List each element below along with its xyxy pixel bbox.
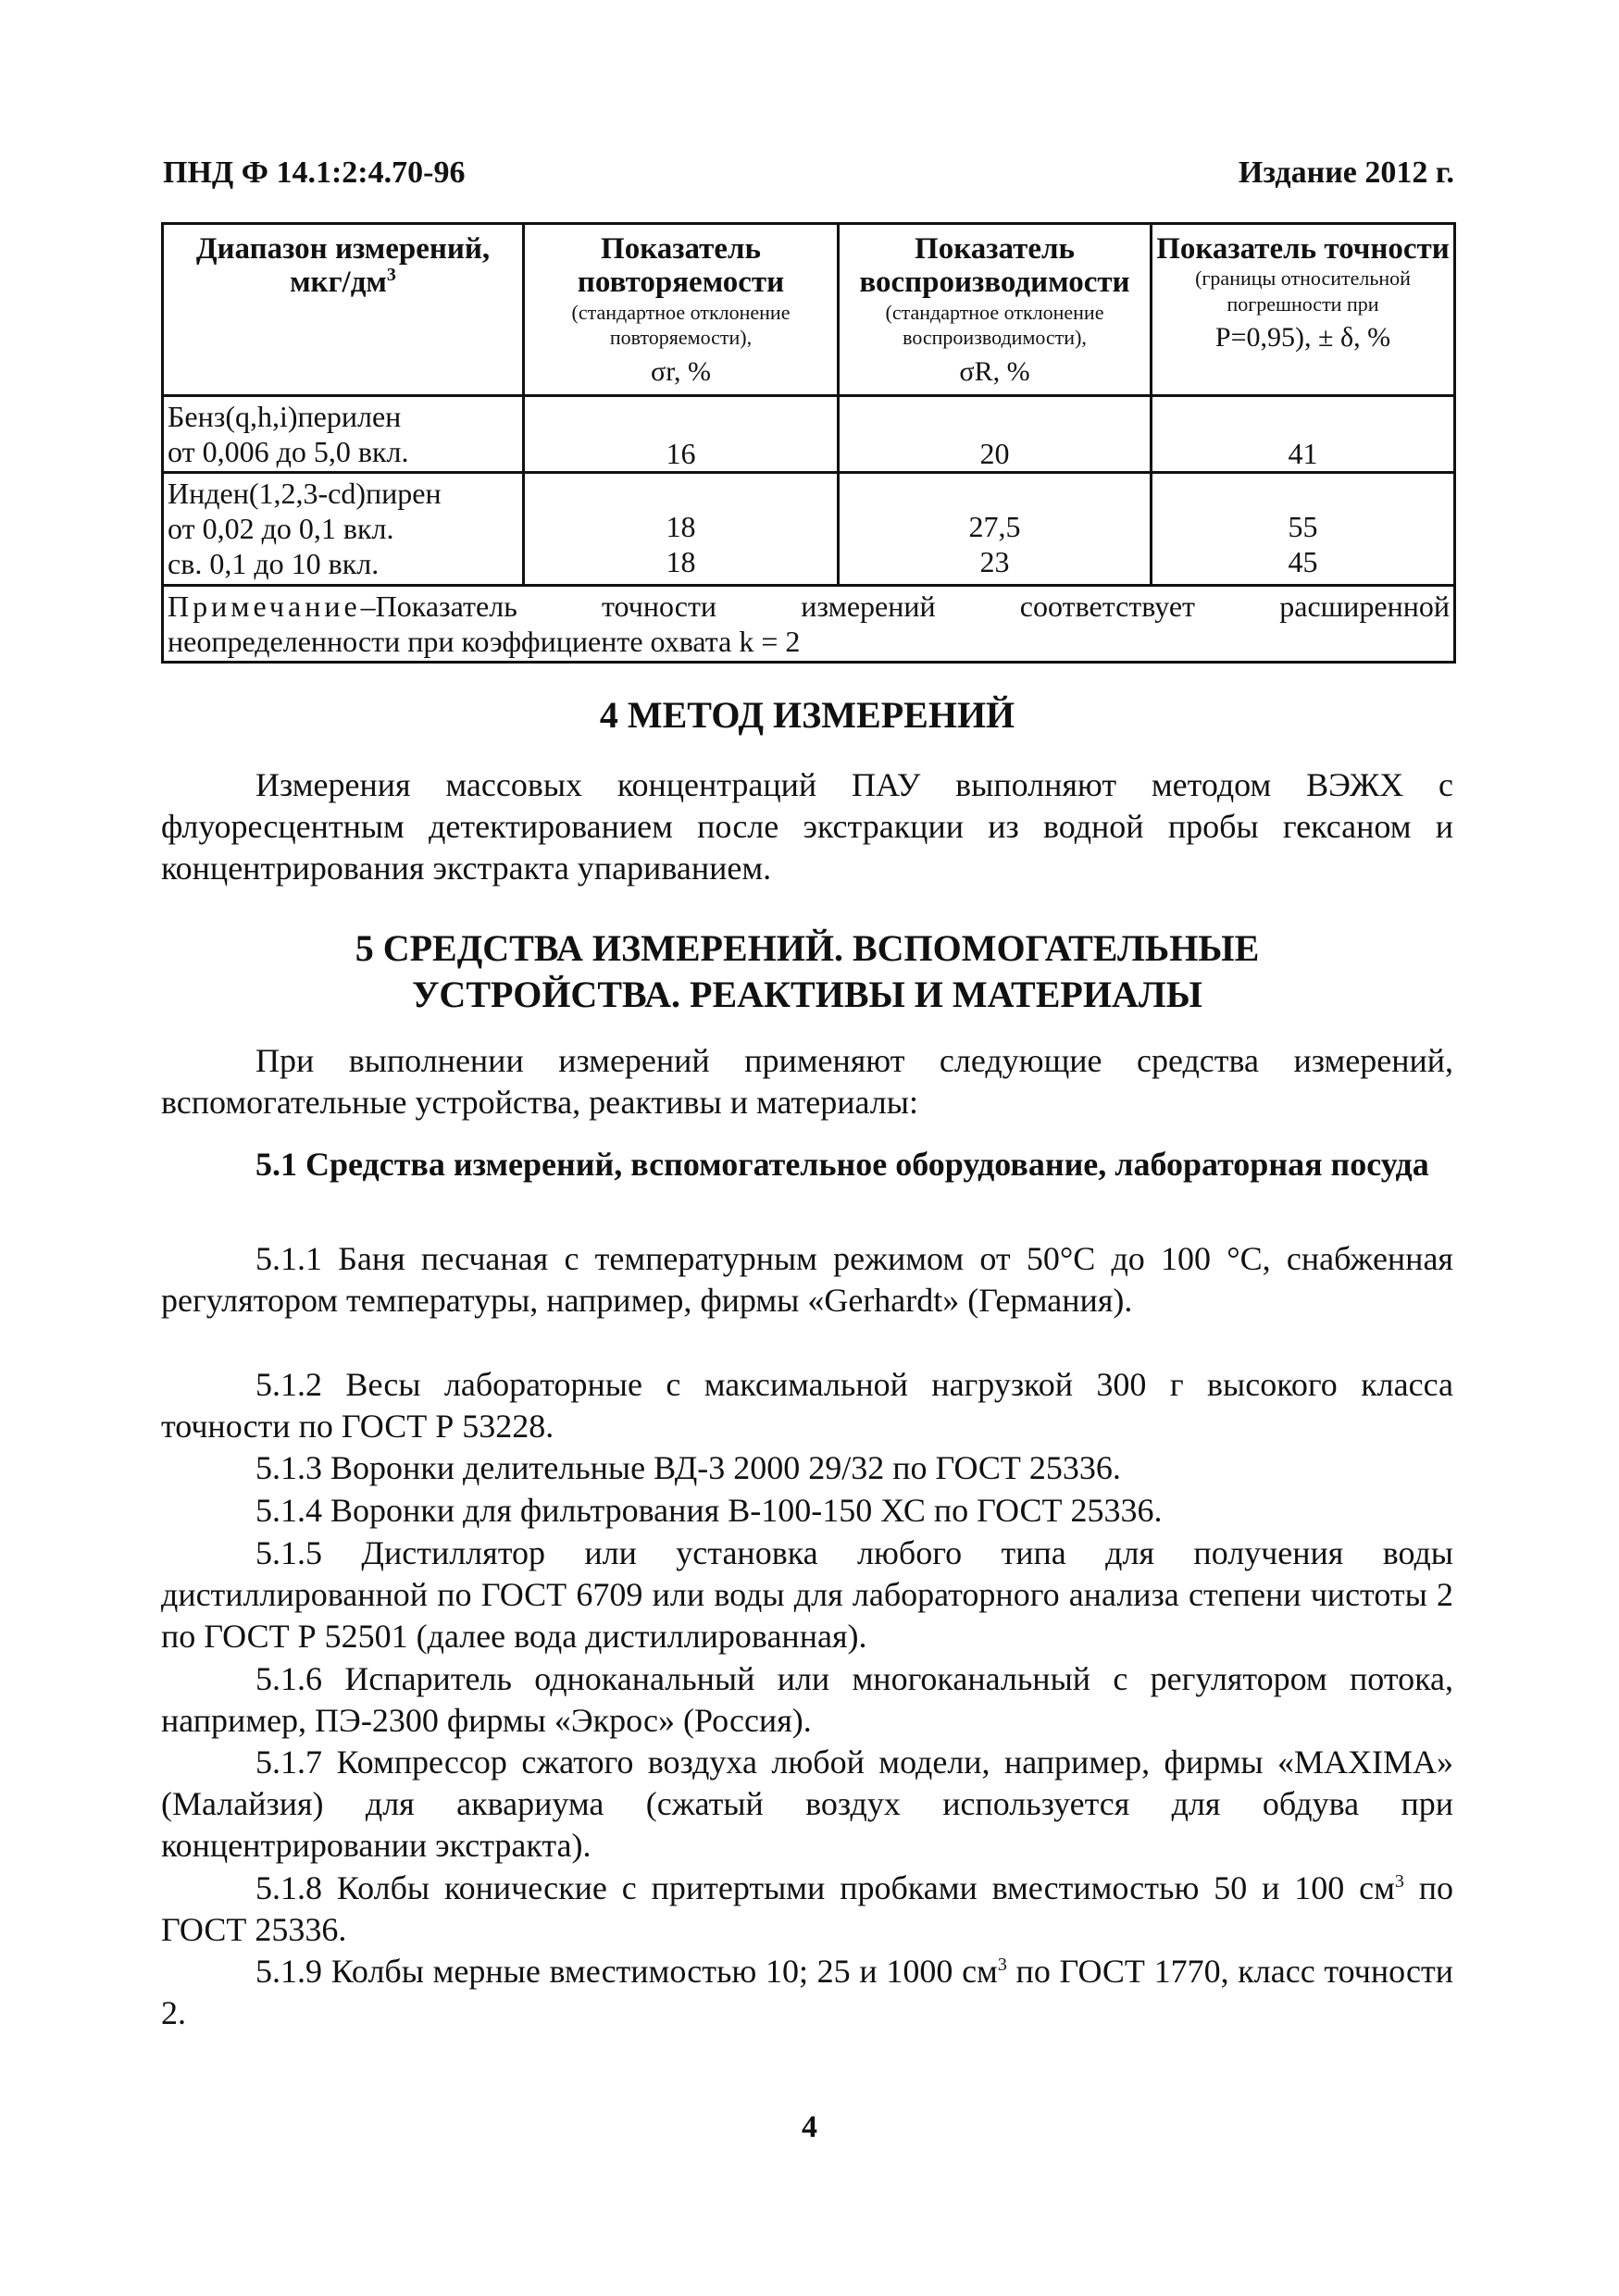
header-accuracy: Показатель точности (границы относительной погрешности при P=0,95), ± δ, %	[1152, 224, 1455, 396]
table-row	[163, 473, 1455, 586]
header-repeatability: Показатель повторяемости (стандартное отклонение повторяемости), σr, %	[524, 224, 839, 396]
section-4-title: 4 МЕТОД ИЗМЕРЕНИЙ	[599, 694, 1015, 736]
item-5-1-3: 5.1.3 Воронки делительные ВД-3 2000 29/32 по ГОСТ 25336.	[255, 1449, 1121, 1486]
value-reproducibility: 27,5 23	[839, 473, 1152, 586]
item-5-1-7: 5.1.7 Компрессор сжатого воздуха любой модели, например, фирмы «MAXIMA» (Малайзия) для аквариума (сжатый воздух используется для обдува при концентрировании экстракта).	[161, 1744, 1453, 1864]
row-name-cell: Бенз(q,h,i)перилен от 0,006 до 5,0 вкл.	[163, 396, 524, 473]
page-number: 4	[802, 2110, 817, 2144]
item-5-1-6: 5.1.6 Испаритель одноканальный или многоканальный с регулятором потока, например, ПЭ-2300 фирмы «Экрос» (Россия).	[161, 1660, 1453, 1739]
header-range: Диапазон измерений, мкг/$дм^3$	[163, 224, 524, 396]
table-row	[163, 396, 1455, 473]
value-repeatability: 16	[524, 396, 839, 473]
table-note-row	[163, 586, 1455, 663]
item-5-1-1: 5.1.1 Баня песчаная с температурным режимом от 50°С до 100 °С, снабженная регулятором температуры, например, фирмы «Gerhardt» (Германия).	[161, 1240, 1453, 1319]
item-5-1-5: 5.1.5 Дистиллятор или установка любого типа для получения воды дистиллированной по ГОСТ 6709 или воды для лабораторного анализа степени чистоты 2 по ГОСТ Р 52501 (далее вода дистиллированная).	[161, 1534, 1453, 1655]
table-note: Примечание–Показатель точности измерений соответствует расширенной неопределенности при коэффициенте охвата k = 2	[163, 586, 1455, 663]
edition-label: Издание 2012 г.	[1238, 155, 1454, 190]
section-5-intro: При выполнении измерений применяют следующие средства измерений, вспомогательные устройства, реактивы и материалы:	[161, 1042, 1453, 1121]
item-5-1-4: 5.1.4 Воронки для фильтрования В-100-150 ХС по ГОСТ 25336.	[255, 1492, 1163, 1529]
subsection-5-1-title: 5.1 Средства измерений, вспомогательное оборудование, лабораторная посуда	[255, 1146, 1429, 1183]
value-accuracy: 41	[1152, 396, 1455, 473]
value-accuracy: 55 45	[1152, 473, 1455, 586]
item-5-1-2: 5.1.2 Весы лабораторные с максимальной нагрузкой 300 г высокого класса точности по ГОСТ Р 53228.	[161, 1366, 1453, 1445]
row-name-cell: Инден(1,2,3-cd)пирен от 0,02 до 0,1 вкл. св. 0,1 до 10 вкл.	[163, 473, 524, 586]
precision-table	[161, 222, 1456, 664]
value-repeatability: 18 18	[524, 473, 839, 586]
table-header-row	[163, 224, 1455, 396]
section-4-text: Измерения массовых концентраций ПАУ выполняют методом ВЭЖХ с флуоресцентным детектированием после экстракции из водной пробы гексаном и концентрирования экстракта упариванием.	[161, 766, 1453, 887]
document-code: ПНД Ф 14.1:2:4.70-96	[163, 155, 466, 190]
section-5-title: 5 СРЕДСТВА ИЗМЕРЕНИЙ. ВСПОМОГАТЕЛЬНЫЕ УСТРОЙСТВА. РЕАКТИВЫ И МАТЕРИАЛЫ	[355, 927, 1260, 1015]
value-reproducibility: 20	[839, 396, 1152, 473]
item-5-1-8: 5.1.8 Колбы конические с притертыми пробками вместимостью 50 и 100 $см^3$ по ГОСТ 25336.	[161, 1869, 1453, 1948]
item-5-1-9: 5.1.9 Колбы мерные вместимостью 10; 25 и 1000 $см^3$ по ГОСТ 1770, класс точности 2.	[161, 1953, 1453, 2031]
header-reproducibility: Показатель воспроизводимости (стандартное отклонение воспроизводимости), σR, %	[839, 224, 1152, 396]
